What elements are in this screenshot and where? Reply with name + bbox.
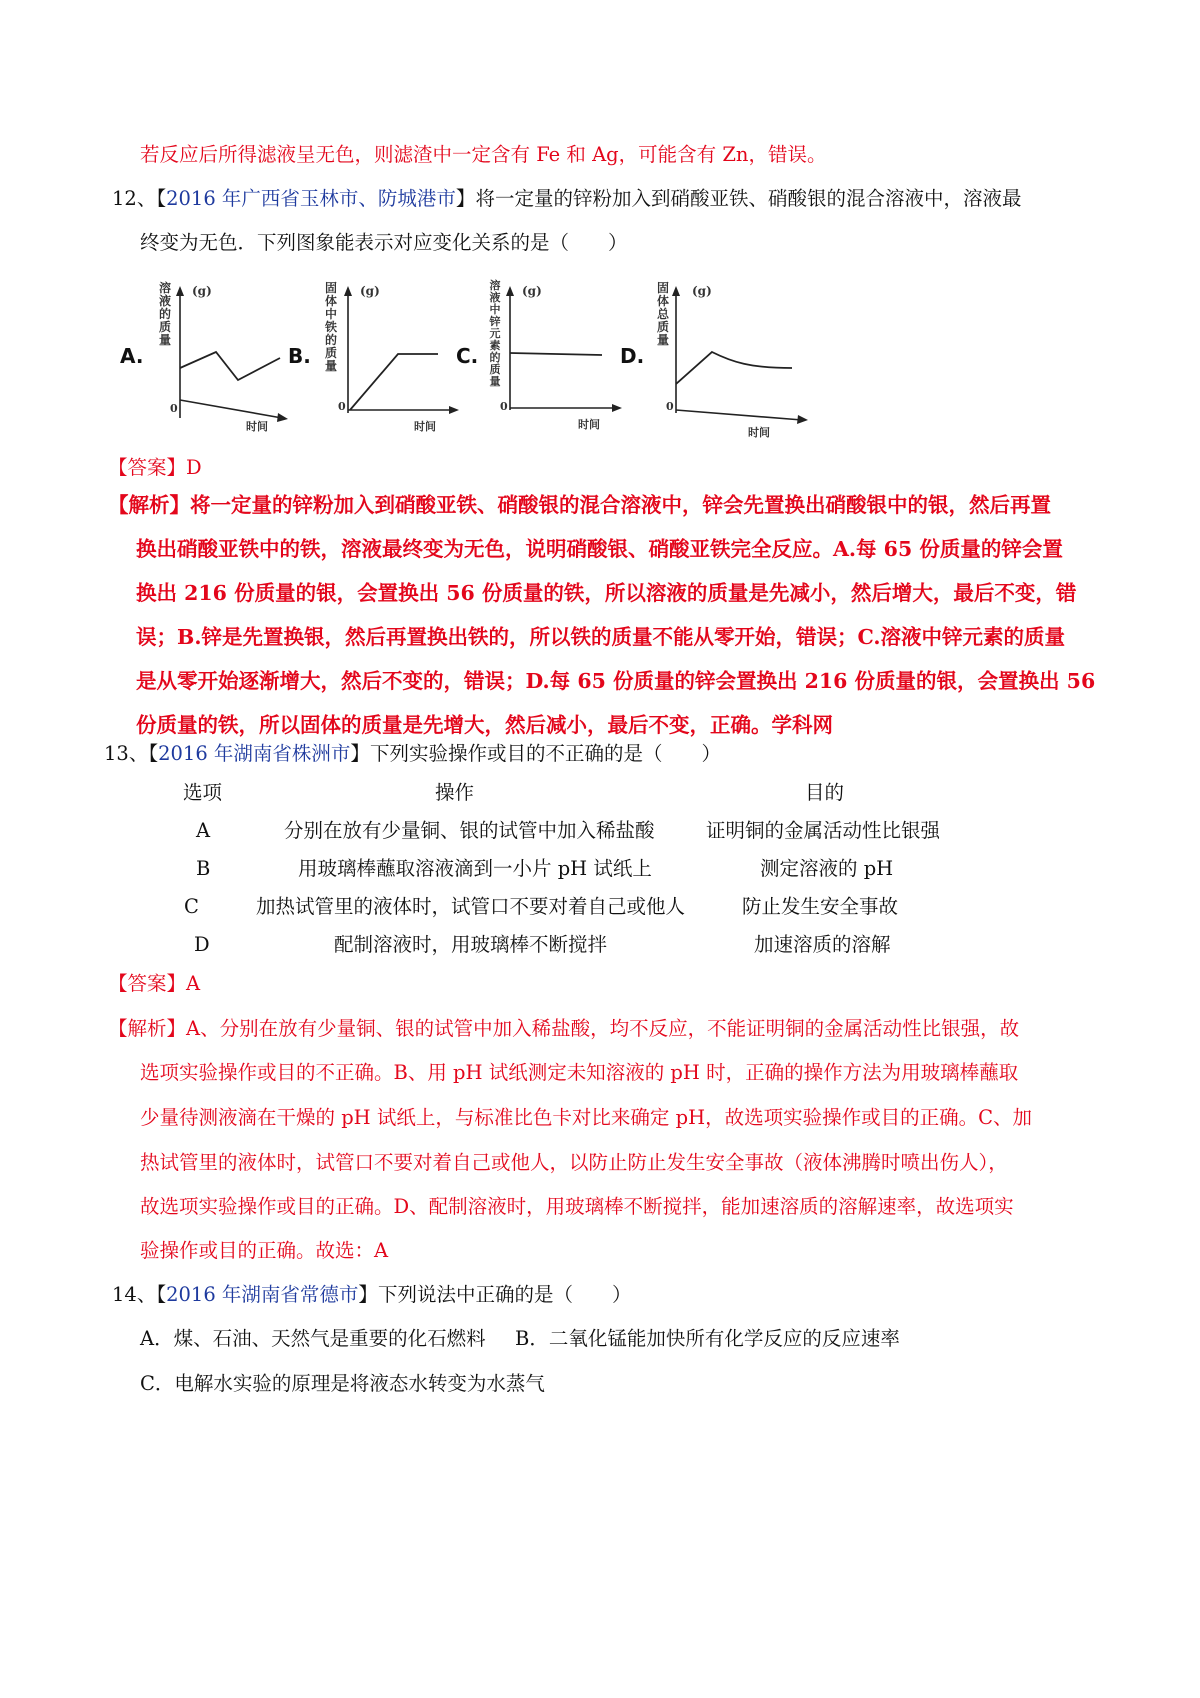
q12-graph-d-origin: 0 (666, 400, 674, 413)
q12-answer-value: D (186, 456, 202, 479)
q14-number: 14、 (112, 1283, 157, 1306)
q13-table-row-d-operation: 配制溶液时，用玻璃棒不断搅拌 (334, 933, 608, 956)
previous-analysis-tail: 若反应后所得滤液呈无色，则滤渣中一定含有 Fe 和 Ag，可能含有 Zn，错误。 (140, 143, 827, 166)
q12-graph-d (620, 278, 815, 443)
q12-graph-c-xlabel: 时间 (578, 418, 600, 431)
q12-graph-a-origin: 0 (170, 402, 178, 415)
q12-analysis-line-4: 误；B.锌是先置换银，然后再置换出铁的，所以铁的质量不能从零开始，错误；C.溶液中锌元素的质量 (136, 625, 1066, 649)
q12-graph-d-letter: D. (620, 344, 645, 368)
q12-graph-b-plot (288, 278, 463, 438)
q13-answer-label: 【答案】 (108, 972, 187, 995)
q13-table-header-option: 选项 (183, 781, 223, 804)
q13-analysis-line-6: 验操作或目的正确。故选：A (140, 1239, 389, 1262)
q13-table-row-c-operation: 加热试管里的液体时，试管口不要对着自己或他人 (256, 895, 686, 918)
q13-table-row-b-option: B (196, 857, 211, 880)
q12-stem-line-2: 终变为无色．下列图象能表示对应变化关系的是（ ） (140, 231, 628, 254)
q12-graph-a-xlabel: 时间 (246, 420, 268, 433)
q12-analysis-line-3: 换出 216 份质量的银，会置换出 56 份质量的铁，所以溶液的质量是先减小，然后增大，最后不变，错 (136, 581, 1077, 605)
q14-source: 2016 年湖南省常德市 (166, 1283, 359, 1306)
q12-answer-line (108, 455, 202, 481)
q12-graph-c (456, 278, 631, 438)
q12-graph-b-ylabel: 固体中铁的质量 (324, 281, 337, 373)
q12-number: 12、 (112, 187, 157, 210)
q13-bracket-open: 【 (148, 742, 159, 765)
q12-bracket-close: 】 (455, 187, 476, 210)
q13-table-row-b-operation: 用玻璃棒蘸取溶液滴到一小片 pH 试纸上 (298, 857, 652, 880)
q12-graph-a-unit: (g) (192, 284, 212, 298)
q14-bracket-open: 【 (156, 1283, 167, 1306)
q13-answer-line (108, 971, 200, 997)
q13-table-row-d-option: D (194, 933, 210, 956)
q13-analysis-line-2: 选项实验操作或目的不正确。B、用 pH 试纸测定未知溶液的 pH 时，正确的操作方法为用玻璃棒蘸取 (140, 1061, 1019, 1084)
q12-graph-b-xlabel: 时间 (414, 420, 436, 433)
q13-number: 13、 (104, 742, 149, 765)
q13-table-row-a-purpose: 证明铜的金属活动性比银强 (706, 819, 941, 842)
q12-graph-b-unit: (g) (360, 284, 380, 298)
q13-table-row-d-purpose: 加速溶质的溶解 (754, 933, 891, 956)
q12-analysis-line-1: 【解析】将一定量的锌粉加入到硝酸亚铁、硝酸银的混合溶液中，锌会先置换出硝酸银中的银，然后再置 (108, 493, 1051, 517)
q13-table-row-c-option: C (184, 895, 199, 918)
q12-graph-a (120, 278, 290, 438)
q12-analysis-line-5: 是从零开始逐渐增大，然后不变的，错误；D.每 65 份质量的锌会置换出 216 份质量的银，会置换出 56 (136, 669, 1096, 693)
q14-option-c: C．电解水实验的原理是将液态水转变为水蒸气 (140, 1372, 545, 1395)
q12-graph-c-ylabel: 溶液中锌元素的质量 (489, 279, 501, 388)
q12-analysis-line-2: 换出硝酸亚铁中的铁，溶液最终变为无色，说明硝酸银、硝酸亚铁完全反应。A.每 65 份质量的锌会置 (136, 537, 1063, 561)
q13-stem-line (104, 741, 721, 767)
q14-bracket-close: 】 (358, 1283, 378, 1306)
q12-source: 2016 年广西省玉林市、防城港市 (166, 187, 456, 210)
q12-graph-a-plot (120, 278, 290, 438)
q12-graph-d-unit: (g) (692, 284, 712, 298)
q12-graph-d-xlabel: 时间 (748, 426, 770, 439)
q12-graph-d-ylabel: 固体总质量 (656, 281, 669, 347)
q13-table-row-a-option: A (196, 819, 211, 842)
q13-analysis-line-4: 热试管里的液体时，试管口不要对着自己或他人，以防止防止发生安全事故（液体沸腾时喷出伤人）， (140, 1151, 1008, 1174)
q13-source: 2016 年湖南省株洲市 (158, 742, 351, 765)
q13-stem: 下列实验操作或目的不正确的是（ ） (369, 742, 721, 765)
q13-table-header-purpose: 目的 (805, 781, 845, 804)
q12-stem-part-1: 将一定量的锌粉加入到硝酸亚铁、硝酸银的混合溶液中，溶液最 (475, 187, 1022, 210)
q13-bracket-close: 】 (350, 742, 370, 765)
q12-graph-a-ylabel: 溶液的质量 (158, 281, 171, 347)
q12-graph-c-origin: 0 (500, 400, 508, 413)
q12-graph-b-origin: 0 (338, 400, 346, 413)
q12-stem-line-1 (112, 186, 1021, 212)
q13-table-row-c-purpose: 防止发生安全事故 (742, 895, 899, 918)
q13-analysis-line-5: 故选项实验操作或目的正确。D、配制溶液时，用玻璃棒不断搅拌，能加速溶质的溶解速率，故选项实 (140, 1195, 1014, 1218)
q13-analysis-line-1: 【解析】A、分别在放有少量铜、银的试管中加入稀盐酸，均不反应，不能证明铜的金属活动性比银强，故 (108, 1017, 1020, 1040)
q13-table-row-a-operation: 分别在放有少量铜、银的试管中加入稀盐酸 (284, 819, 655, 842)
q13-answer-value: A (186, 972, 201, 995)
q13-analysis-line-3: 少量待测液滴在干燥的 pH 试纸上，与标准比色卡对比来确定 pH，故选项实验操作或目的正确。C、加 (140, 1106, 1032, 1129)
q12-graph-a-letter: A. (120, 344, 144, 368)
q12-graph-c-plot (456, 278, 631, 438)
q12-analysis-line-6: 份质量的铁，所以固体的质量是先增大，然后减小，最后不变，正确。学科网 (136, 713, 833, 737)
q13-table-header-operation: 操作 (435, 781, 475, 804)
q12-bracket-open: 【 (156, 187, 167, 210)
q13-table-row-b-purpose: 测定溶液的 pH (760, 857, 894, 880)
q14-stem-line (112, 1282, 631, 1308)
q12-graph-b-letter: B. (288, 344, 311, 368)
q14-stem: 下列说法中正确的是（ ） (377, 1283, 632, 1306)
q12-answer-label: 【答案】 (108, 456, 187, 479)
q12-graph-c-unit: (g) (522, 284, 542, 298)
q14-option-b: B．二氧化锰能加快所有化学反应的反应速率 (515, 1327, 900, 1350)
q14-option-a: A．煤、石油、天然气是重要的化石燃料 (140, 1327, 486, 1350)
q12-graph-b (288, 278, 463, 438)
q12-graph-d-plot (620, 278, 815, 443)
q12-graph-c-letter: C. (456, 344, 479, 368)
